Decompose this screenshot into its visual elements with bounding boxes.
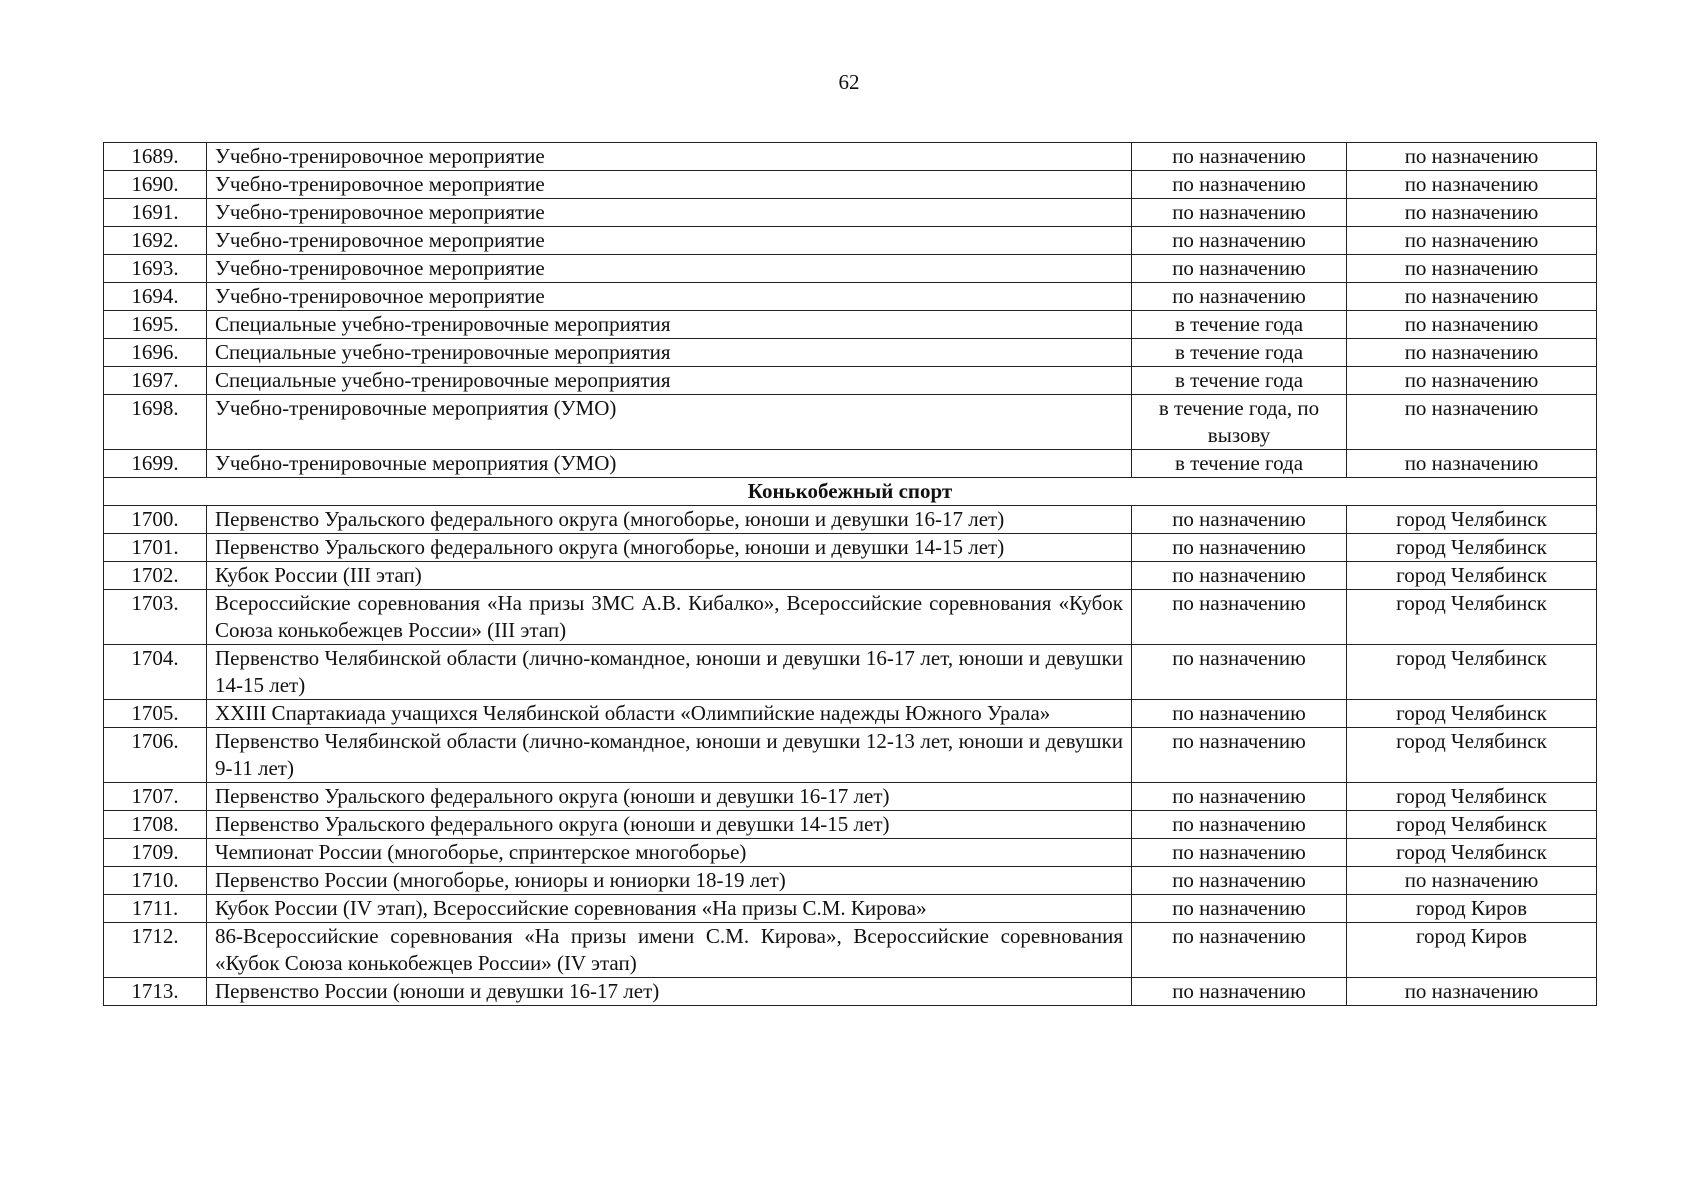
row-number: 1707. [104, 783, 207, 811]
event-place: по назначению [1347, 450, 1597, 478]
event-name: Чемпионат России (многоборье, спринтерское многоборье) [207, 839, 1132, 867]
event-date: по назначению [1132, 506, 1347, 534]
event-name: Учебно-тренировочное мероприятие [207, 199, 1132, 227]
event-name: Кубок России (III этап) [207, 562, 1132, 590]
row-number: 1705. [104, 700, 207, 728]
table-row [104, 143, 1597, 171]
row-number: 1698. [104, 395, 207, 450]
event-date: в течение года [1132, 367, 1347, 395]
event-date: в течение года [1132, 339, 1347, 367]
event-date: по назначению [1132, 811, 1347, 839]
table-row [104, 645, 1597, 700]
event-place: город Киров [1347, 923, 1597, 978]
event-name: Учебно-тренировочные мероприятия (УМО) [207, 395, 1132, 450]
event-name: Первенство Уральского федерального округа (юноши и девушки 16-17 лет) [207, 783, 1132, 811]
event-name: Первенство Уральского федерального округа (многоборье, юноши и девушки 14-15 лет) [207, 534, 1132, 562]
event-date: по назначению [1132, 562, 1347, 590]
event-name: Первенство Челябинской области (лично-командное, юноши и девушки 16-17 лет, юноши и девушки 14-15 лет) [207, 645, 1132, 700]
event-place: город Челябинск [1347, 534, 1597, 562]
event-date: по назначению [1132, 978, 1347, 1006]
event-date: по назначению [1132, 283, 1347, 311]
table-row [104, 506, 1597, 534]
event-name: Первенство России (многоборье, юниоры и юниорки 18-19 лет) [207, 867, 1132, 895]
event-date: по назначению [1132, 534, 1347, 562]
section-title: Конькобежный спорт [104, 478, 1597, 506]
row-number: 1712. [104, 923, 207, 978]
row-number: 1693. [104, 255, 207, 283]
event-name: 86-Всероссийские соревнования «На призы имени С.М. Кирова», Всероссийские соревнования «Кубок Союза конькобежцев России» (IV этап) [207, 923, 1132, 978]
event-name: Учебно-тренировочные мероприятия (УМО) [207, 450, 1132, 478]
row-number: 1710. [104, 867, 207, 895]
table-row [104, 839, 1597, 867]
table-row [104, 895, 1597, 923]
table-row [104, 562, 1597, 590]
event-date: по назначению [1132, 590, 1347, 645]
event-place: по назначению [1347, 199, 1597, 227]
event-name: Первенство Уральского федерального округа (юноши и девушки 14-15 лет) [207, 811, 1132, 839]
table-row [104, 227, 1597, 255]
event-place: город Челябинск [1347, 562, 1597, 590]
event-date: по назначению [1132, 923, 1347, 978]
event-place: по назначению [1347, 227, 1597, 255]
event-place: по назначению [1347, 339, 1597, 367]
event-place: город Челябинск [1347, 506, 1597, 534]
table-row [104, 339, 1597, 367]
event-place: по назначению [1347, 978, 1597, 1006]
row-number: 1700. [104, 506, 207, 534]
event-date: по назначению [1132, 171, 1347, 199]
table-row [104, 450, 1597, 478]
event-place: по назначению [1347, 311, 1597, 339]
event-date: по назначению [1132, 839, 1347, 867]
event-name: Первенство Челябинской области (лично-командное, юноши и девушки 12-13 лет, юноши и девушки 9-11 лет) [207, 728, 1132, 783]
event-place: по назначению [1347, 867, 1597, 895]
event-place: по назначению [1347, 283, 1597, 311]
table-row [104, 590, 1597, 645]
event-date: по назначению [1132, 728, 1347, 783]
event-place: по назначению [1347, 143, 1597, 171]
event-date: по назначению [1132, 645, 1347, 700]
event-name: Учебно-тренировочное мероприятие [207, 283, 1132, 311]
row-number: 1709. [104, 839, 207, 867]
row-number: 1701. [104, 534, 207, 562]
events-table-body [104, 143, 1597, 1006]
table-row [104, 700, 1597, 728]
event-name: XXIII Спартакиада учащихся Челябинской области «Олимпийские надежды Южного Урала» [207, 700, 1132, 728]
table-row [104, 978, 1597, 1006]
table-row [104, 534, 1597, 562]
row-number: 1703. [104, 590, 207, 645]
event-name: Кубок России (IV этап), Всероссийские соревнования «На призы С.М. Кирова» [207, 895, 1132, 923]
row-number: 1699. [104, 450, 207, 478]
event-place: город Киров [1347, 895, 1597, 923]
event-name: Первенство России (юноши и девушки 16-17 лет) [207, 978, 1132, 1006]
event-date: по назначению [1132, 199, 1347, 227]
event-place: город Челябинск [1347, 839, 1597, 867]
event-place: по назначению [1347, 171, 1597, 199]
row-number: 1694. [104, 283, 207, 311]
event-name: Всероссийские соревнования «На призы ЗМС А.В. Кибалко», Всероссийские соревнования «Кубок Союза конькобежцев России» (III этап) [207, 590, 1132, 645]
row-number: 1704. [104, 645, 207, 700]
event-date: в течение года [1132, 311, 1347, 339]
event-place: по назначению [1347, 255, 1597, 283]
row-number: 1708. [104, 811, 207, 839]
row-number: 1706. [104, 728, 207, 783]
table-row [104, 171, 1597, 199]
table-row [104, 923, 1597, 978]
table-row [104, 367, 1597, 395]
section-header-row [104, 478, 1597, 506]
row-number: 1691. [104, 199, 207, 227]
table-row [104, 783, 1597, 811]
event-place: город Челябинск [1347, 728, 1597, 783]
event-date: по назначению [1132, 700, 1347, 728]
event-date: по назначению [1132, 227, 1347, 255]
event-name: Учебно-тренировочное мероприятие [207, 171, 1132, 199]
event-place: по назначению [1347, 395, 1597, 450]
event-place: город Челябинск [1347, 700, 1597, 728]
event-name: Специальные учебно-тренировочные мероприятия [207, 367, 1132, 395]
row-number: 1696. [104, 339, 207, 367]
table-row [104, 255, 1597, 283]
event-date: по назначению [1132, 867, 1347, 895]
event-date: по назначению [1132, 783, 1347, 811]
event-date: по назначению [1132, 255, 1347, 283]
row-number: 1695. [104, 311, 207, 339]
event-date: в течение года [1132, 450, 1347, 478]
table-row [104, 199, 1597, 227]
row-number: 1689. [104, 143, 207, 171]
event-place: по назначению [1347, 367, 1597, 395]
event-date: по назначению [1132, 143, 1347, 171]
page-number: 62 [838, 70, 860, 94]
event-place: город Челябинск [1347, 783, 1597, 811]
event-name: Специальные учебно-тренировочные мероприятия [207, 311, 1132, 339]
event-name: Первенство Уральского федерального округа (многоборье, юноши и девушки 16-17 лет) [207, 506, 1132, 534]
events-table [103, 142, 1597, 1006]
row-number: 1711. [104, 895, 207, 923]
event-place: город Челябинск [1347, 645, 1597, 700]
row-number: 1690. [104, 171, 207, 199]
row-number: 1697. [104, 367, 207, 395]
event-name: Специальные учебно-тренировочные мероприятия [207, 339, 1132, 367]
event-name: Учебно-тренировочное мероприятие [207, 255, 1132, 283]
row-number: 1713. [104, 978, 207, 1006]
table-row [104, 395, 1597, 450]
event-date: в течение года, по вызову [1132, 395, 1347, 450]
event-name: Учебно-тренировочное мероприятие [207, 143, 1132, 171]
event-place: город Челябинск [1347, 811, 1597, 839]
table-row [104, 728, 1597, 783]
table-row [104, 867, 1597, 895]
table-row [104, 283, 1597, 311]
event-place: город Челябинск [1347, 590, 1597, 645]
row-number: 1692. [104, 227, 207, 255]
table-row [104, 311, 1597, 339]
event-date: по назначению [1132, 895, 1347, 923]
event-name: Учебно-тренировочное мероприятие [207, 227, 1132, 255]
table-row [104, 811, 1597, 839]
row-number: 1702. [104, 562, 207, 590]
